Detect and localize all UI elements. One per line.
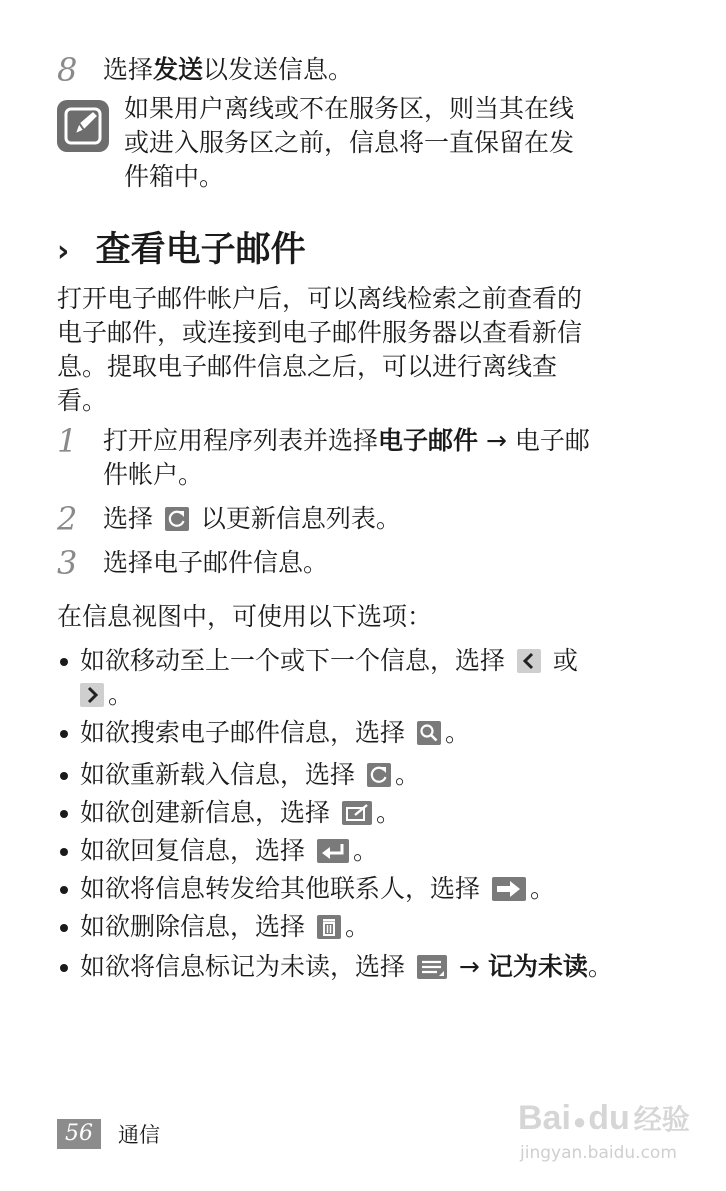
paw-icon: ●: [572, 1109, 587, 1134]
intro-line: 息。提取电子邮件信息之后，可以进行离线查: [57, 352, 558, 381]
option-text-post: 。: [394, 760, 420, 789]
bullet: [60, 924, 68, 932]
option-item: [80, 644, 578, 712]
option-text-post: 。: [444, 718, 470, 747]
step-text-pre: 打开应用程序列表并选择: [103, 426, 379, 455]
intro-line: 看。: [57, 386, 108, 415]
step-number: 2: [57, 500, 78, 538]
step-text: [103, 502, 401, 536]
step-number: 1: [57, 422, 78, 460]
watermark-logo: [518, 1098, 690, 1142]
step-text-bold: 电子邮件: [378, 426, 479, 455]
option-text: 如欲回复信息，选择: [80, 836, 306, 865]
forward-icon: [492, 877, 526, 901]
bullet: [60, 886, 68, 894]
option-text-post: 。: [587, 952, 613, 981]
intro-paragraph: [57, 282, 582, 418]
step-text-post: 以更新信息列表。: [200, 504, 401, 533]
step-text-post: 电子邮: [514, 426, 590, 455]
note-line: 件箱中。: [124, 162, 225, 191]
option-text-post: 。: [352, 836, 378, 865]
step-text: [103, 424, 590, 492]
bullet: [60, 730, 68, 738]
compose-icon: [342, 801, 372, 825]
option-text-bold: 记为未读: [487, 952, 588, 981]
page-number: 56: [57, 1119, 101, 1149]
step-text: [103, 53, 353, 87]
intro-line: 电子邮件，或连接到电子邮件服务器以查看新信: [57, 318, 583, 347]
step-number: 3: [57, 544, 78, 582]
bullet: [60, 810, 68, 818]
option-text: 如欲删除信息，选择: [80, 912, 306, 941]
option-text-post: 。: [529, 874, 555, 903]
option-text: 如欲将信息转发给其他联系人，选择: [80, 874, 481, 903]
footer-section: 通信: [118, 1123, 160, 1147]
section-title: 查看电子邮件: [95, 230, 306, 270]
step-text-pre: 选择: [103, 504, 154, 533]
option-text: 如欲创建新信息，选择: [80, 798, 331, 827]
note-text: [124, 92, 574, 194]
watermark-brand: Bai: [518, 1099, 571, 1137]
step-text-bold: 发送: [153, 55, 204, 84]
option-item: [80, 872, 555, 906]
option-item: [80, 796, 401, 830]
options-intro: 在信息视图中，可使用以下选项：: [57, 602, 433, 631]
option-item: [80, 950, 613, 984]
option-item: [80, 716, 470, 750]
search-icon: [417, 721, 441, 745]
step-text-pre: 选择: [103, 55, 154, 84]
bullet: [60, 848, 68, 856]
chevron-left-icon: [517, 649, 541, 673]
watermark-brand2: du: [588, 1099, 630, 1137]
option-text: 如欲重新载入信息，选择: [80, 760, 356, 789]
option-text-post: 。: [344, 912, 370, 941]
section-marker: ›: [57, 234, 70, 269]
option-text: 如欲将信息标记为未读，选择: [80, 952, 406, 981]
section-heading: [57, 228, 306, 274]
reply-icon: [317, 839, 349, 863]
intro-line: 打开电子邮件帐户后，可以离线检索之前查看的: [57, 284, 583, 313]
watermark-url: jingyan.baidu.com: [520, 1143, 677, 1163]
option-text-mid: 或: [552, 646, 578, 675]
step-number: 8: [57, 51, 78, 89]
note-line: 或进入服务区之前，信息将一直保留在发: [124, 128, 575, 157]
refresh-icon: [165, 507, 189, 531]
watermark-tail: 经验: [633, 1104, 690, 1135]
bullet: [60, 772, 68, 780]
option-text-post: 。: [108, 680, 134, 709]
option-item: [80, 758, 420, 792]
step-text-post: 以发送信息。: [203, 55, 354, 84]
menu-icon: [417, 955, 447, 979]
note-line: 如果用户离线或不在服务区，则当其在线: [124, 94, 575, 123]
chevron-right-icon: [80, 683, 104, 707]
option-item: [80, 910, 370, 944]
option-text: 如欲移动至上一个或下一个信息，选择: [80, 646, 506, 675]
trash-icon: [317, 915, 341, 939]
step-text: 选择电子邮件信息。: [103, 548, 329, 577]
bullet: [60, 658, 68, 666]
note-pencil-icon: [57, 100, 109, 152]
refresh-icon: [367, 763, 391, 787]
arrow: →: [458, 952, 480, 981]
step-text-line2: 件帐户。: [103, 460, 204, 489]
option-item: [80, 834, 378, 868]
option-text: 如欲搜索电子邮件信息，选择: [80, 718, 406, 747]
arrow: →: [485, 426, 507, 455]
option-text-post: 。: [375, 798, 401, 827]
bullet: [60, 964, 68, 972]
